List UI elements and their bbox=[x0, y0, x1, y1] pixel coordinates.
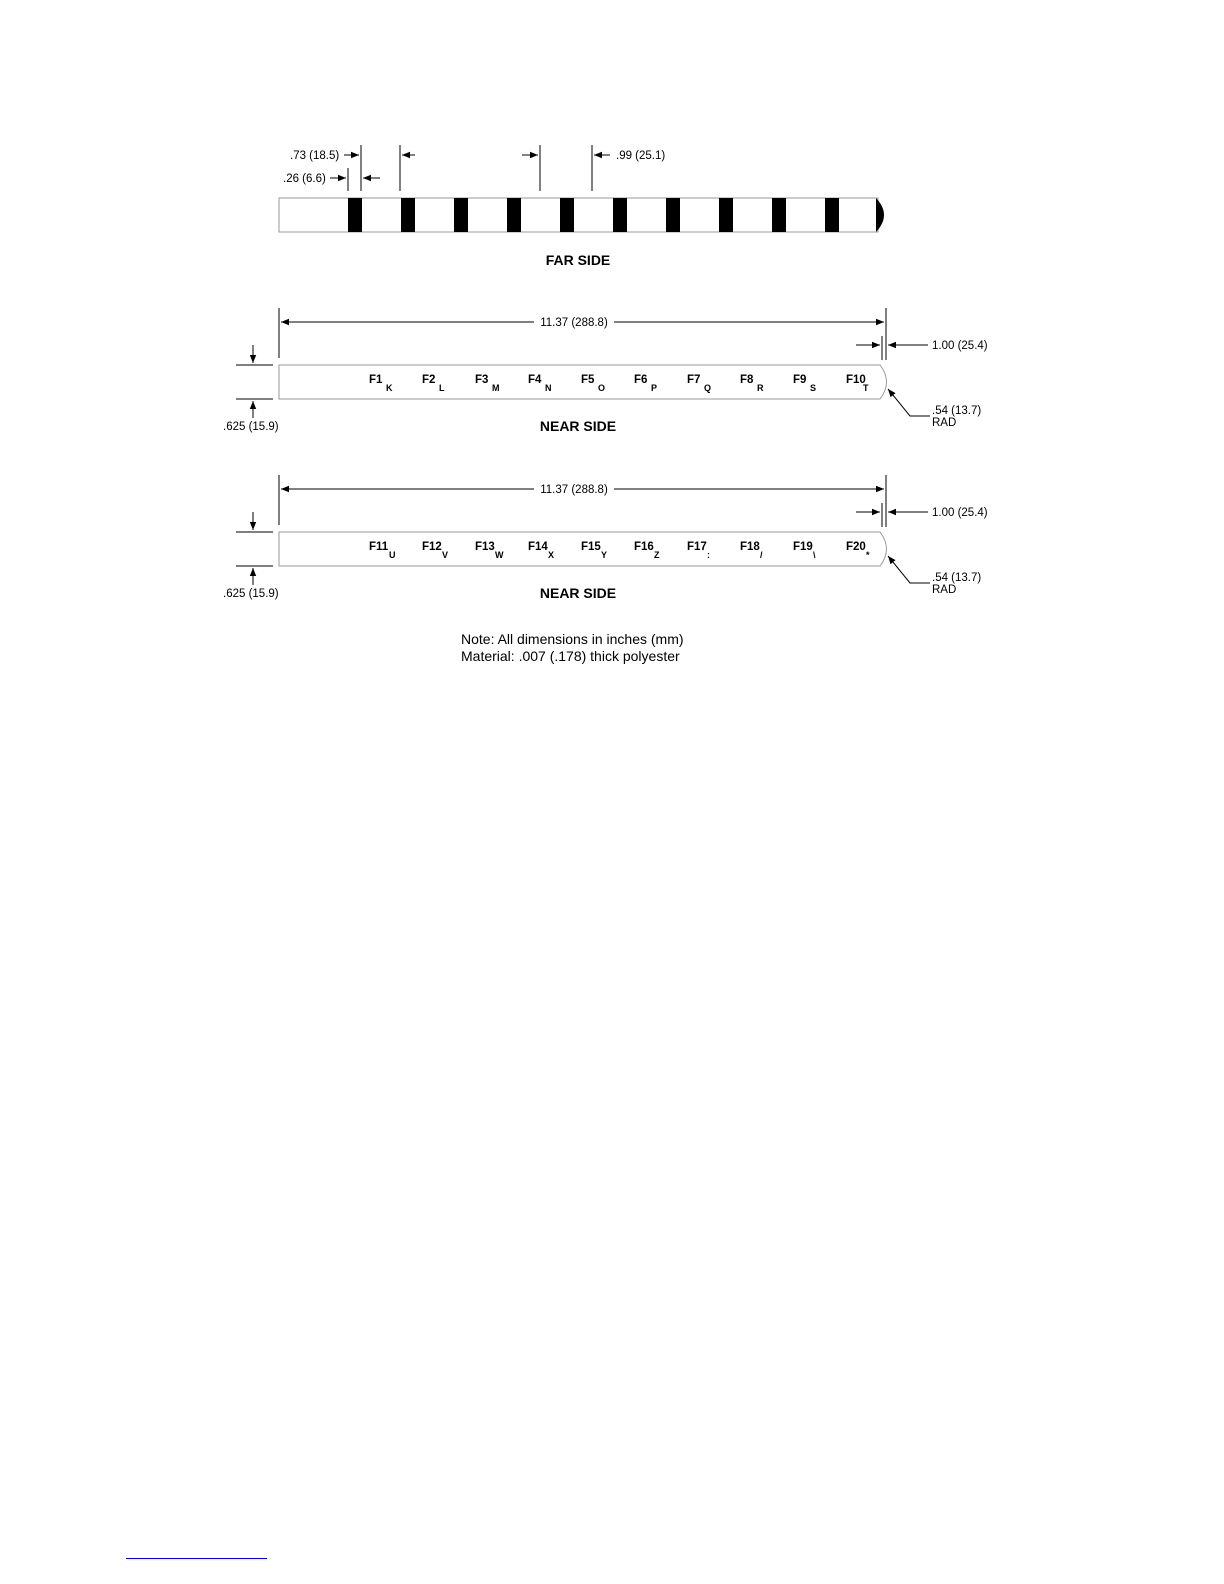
far-side-bar bbox=[507, 198, 521, 232]
key-label: F4 bbox=[528, 374, 542, 386]
end-spacing-dim-label: .99 (25.1) bbox=[616, 150, 666, 162]
far-side-bar bbox=[825, 198, 839, 232]
far-side-bar bbox=[613, 198, 627, 232]
key-label: F13 bbox=[475, 541, 495, 553]
key-label: F3 bbox=[475, 374, 489, 386]
key-sub-label: T bbox=[863, 383, 869, 393]
key-sub-label: R bbox=[757, 383, 764, 393]
key-sub-label: L bbox=[439, 383, 445, 393]
radius-dim-label: .54 (13.7) bbox=[932, 572, 982, 584]
far-side-rounded-end bbox=[876, 198, 884, 232]
radius-dim-label: .54 (13.7) bbox=[932, 405, 982, 417]
far-side-bar bbox=[666, 198, 680, 232]
end-width-dim-label: 1.00 (25.4) bbox=[932, 507, 988, 519]
key-sub-label: N bbox=[545, 383, 552, 393]
key-sub-label: P bbox=[651, 383, 658, 393]
footnote-rule bbox=[126, 1558, 267, 1559]
key-sub-label: / bbox=[760, 550, 763, 560]
note-material: Material: .007 (.178) thick polyester bbox=[461, 648, 680, 664]
near-side-caption: NEAR SIDE bbox=[539, 585, 617, 601]
key-label: F5 bbox=[581, 374, 595, 386]
key-label: F15 bbox=[581, 541, 601, 553]
key-label: F7 bbox=[687, 374, 701, 386]
height-dim-label: .625 (15.9) bbox=[223, 421, 279, 433]
key-sub-label: X bbox=[548, 550, 555, 560]
key-sub-label: U bbox=[389, 550, 396, 560]
far-side-bar bbox=[401, 198, 415, 232]
far-side-bar bbox=[719, 198, 733, 232]
key-label: F1 bbox=[369, 374, 383, 386]
key-label: F2 bbox=[422, 374, 436, 386]
key-sub-label: : bbox=[707, 550, 710, 560]
near-side-view-2 bbox=[223, 475, 988, 601]
key-sub-label: Y bbox=[601, 550, 608, 560]
far-side-bar bbox=[772, 198, 786, 232]
key-label: F8 bbox=[740, 374, 754, 386]
key-label: F6 bbox=[634, 374, 648, 386]
key-label: F9 bbox=[793, 374, 807, 386]
key-sub-label: O bbox=[598, 383, 606, 393]
key-label: F10 bbox=[846, 374, 866, 386]
key-sub-label: M bbox=[492, 383, 500, 393]
radius-leader bbox=[888, 556, 930, 583]
far-side-view bbox=[279, 145, 884, 268]
key-label: F20 bbox=[846, 541, 866, 553]
far-side-caption: FAR SIDE bbox=[545, 252, 611, 268]
key-sub-label: Z bbox=[654, 550, 660, 560]
key-sub-label: W bbox=[495, 550, 504, 560]
far-side-bar bbox=[560, 198, 574, 232]
key-sub-label: \ bbox=[813, 550, 816, 560]
height-dim-label: .625 (15.9) bbox=[223, 588, 279, 600]
far-side-bar bbox=[348, 198, 362, 232]
key-sub-label: K bbox=[386, 383, 393, 393]
bar-width-dim-label: .26 (6.6) bbox=[283, 173, 326, 185]
end-width-dim-label: 1.00 (25.4) bbox=[932, 340, 988, 352]
length-dim-label: 11.37 (288.8) bbox=[540, 484, 608, 496]
key-label: F11 bbox=[369, 541, 389, 553]
key-label: F18 bbox=[740, 541, 760, 553]
length-dim-label: 11.37 (288.8) bbox=[540, 317, 608, 329]
radius-leader bbox=[888, 389, 930, 416]
key-sub-label: * bbox=[866, 550, 870, 560]
near-side-view-1 bbox=[223, 308, 988, 434]
far-side-bar bbox=[454, 198, 468, 232]
key-sub-label: S bbox=[810, 383, 817, 393]
key-label: F12 bbox=[422, 541, 442, 553]
bar-spacing-dim-label: .73 (18.5) bbox=[290, 150, 340, 162]
key-label: F17 bbox=[687, 541, 707, 553]
key-label: F19 bbox=[793, 541, 813, 553]
far-side-strip bbox=[279, 198, 878, 232]
key-label: F14 bbox=[528, 541, 548, 553]
near-side-caption: NEAR SIDE bbox=[539, 418, 617, 434]
note-dimensions: Note: All dimensions in inches (mm) bbox=[461, 631, 684, 647]
radius-unit-label: RAD bbox=[932, 584, 957, 596]
key-label: F16 bbox=[634, 541, 654, 553]
radius-unit-label: RAD bbox=[932, 417, 957, 429]
key-sub-label: V bbox=[442, 550, 449, 560]
key-sub-label: Q bbox=[704, 383, 712, 393]
